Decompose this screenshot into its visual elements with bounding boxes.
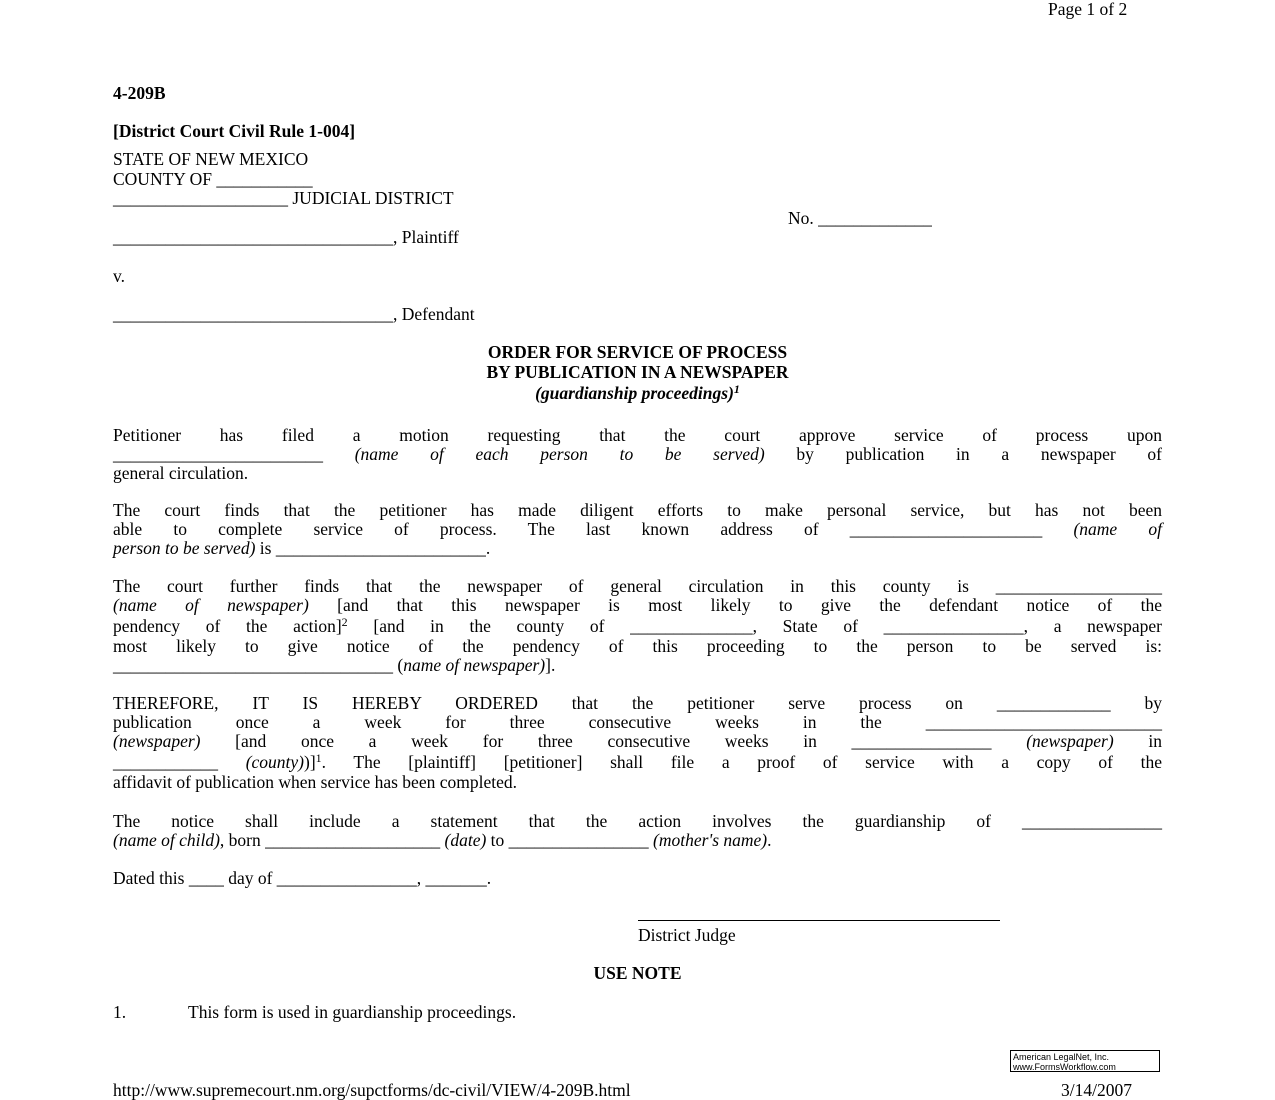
footer-date: 3/14/2007 (1061, 1080, 1132, 1100)
defendant-line: ________________________________, Defendant (113, 304, 475, 324)
p1-line-3: general circulation. (113, 463, 249, 483)
district-line: ____________________ JUDICIAL DISTRICT (113, 188, 454, 208)
p3-line-5: ________________________________ (name of newspaper)]. (113, 655, 556, 675)
p1-line-2: ________________________ (name of each person to be served) by publication in a newspaper of (113, 444, 1162, 464)
p5-line-1: The notice shall include a statement that the action involves the guardianship of ________________ (113, 811, 1162, 831)
publisher-badge (1010, 1050, 1160, 1072)
p2-line-2: able to complete service of process. The last known address of ______________________ (name of (113, 519, 1162, 539)
badge-line-1: American LegalNet, Inc. (1013, 1052, 1110, 1062)
p3-line-3: pendency of the action]$^2$ [and in the county of ______________, State of ________________, a newspaper (113, 615, 1162, 636)
p3-line-1: The court further finds that the newspaper of general circulation in this county is ___________________ (113, 576, 1162, 596)
court-rule: [District Court Civil Rule 1-004] (113, 121, 356, 141)
state-line: STATE OF NEW MEXICO (113, 149, 309, 169)
paragraph-motion (113, 426, 1162, 483)
county-line: COUNTY OF ___________ (113, 169, 313, 189)
paragraph-notice (113, 812, 1162, 850)
p2-line-3: person to be served) is ________________________. (113, 538, 491, 558)
footer-url[interactable]: http://www.supremecourt.nm.org/supctforms/dc-civil/VIEW/4-209B.html (113, 1080, 631, 1100)
p3-line-4: most likely to give notice of the pendency of this proceeding to the person to be served is: (113, 636, 1162, 656)
paragraph-findings (113, 501, 1162, 558)
title-line-1: ORDER FOR SERVICE OF PROCESS (487, 342, 788, 362)
footnote-marker-3: 1 (315, 751, 322, 765)
use-note-heading: USE NOTE (593, 963, 682, 983)
badge-line-2: www.FormsWorkflow.com (1013, 1062, 1116, 1072)
paragraph-newspaper (113, 577, 1162, 675)
p4-line-2: publication once a week for three consecutive weeks in the ___________________________ (113, 712, 1162, 732)
dated-line: Dated this ____ day of ________________, _______. (113, 868, 492, 888)
signature-line (638, 920, 1000, 921)
case-number: No. _____________ (788, 208, 932, 228)
p2-line-1: The court finds that the petitioner has made diligent efforts to make personal service, but has not been (113, 500, 1162, 520)
p4-line-5: affidavit of publication when service has been completed. (113, 772, 517, 792)
p4-line-3: (newspaper) [and once a week for three consecutive weeks in ________________ (newspaper) in (113, 731, 1162, 751)
p5-line-2: (name of child), born ____________________ (date) to ________________ (mother's name). (113, 830, 772, 850)
footnote-marker-2: 2 (341, 615, 348, 629)
paragraph-order (113, 694, 1162, 792)
use-note-text: This form is used in guardianship proceedings. (188, 1002, 517, 1022)
footnote-marker: 1 (733, 382, 740, 396)
title-line-2: BY PUBLICATION IN A NEWSPAPER (486, 362, 789, 382)
versus: v. (113, 266, 125, 286)
title-line-3: (guardianship proceedings)$^1$ (535, 382, 740, 403)
signature-label: District Judge (638, 925, 736, 945)
form-number: 4-209B (113, 83, 166, 103)
p3-line-2: (name of newspaper) [and that this newspaper is most likely to give the defendant notice of the (113, 595, 1162, 615)
page-number: Page 1 of 2 (1048, 0, 1128, 19)
plaintiff-line: ________________________________, Plaintiff (113, 227, 459, 247)
use-note-number: 1. (113, 1002, 127, 1022)
p1-line-1: Petitioner has filed a motion requesting that the court approve service of process upon (113, 425, 1162, 445)
p4-line-1: THEREFORE, IT IS HEREBY ORDERED that the petitioner serve process on _____________ by (113, 693, 1162, 713)
p4-line-4: ____________ (county))]$^1$. The [plaintiff] [petitioner] shall file a proof of service with a copy of the (113, 751, 1162, 772)
